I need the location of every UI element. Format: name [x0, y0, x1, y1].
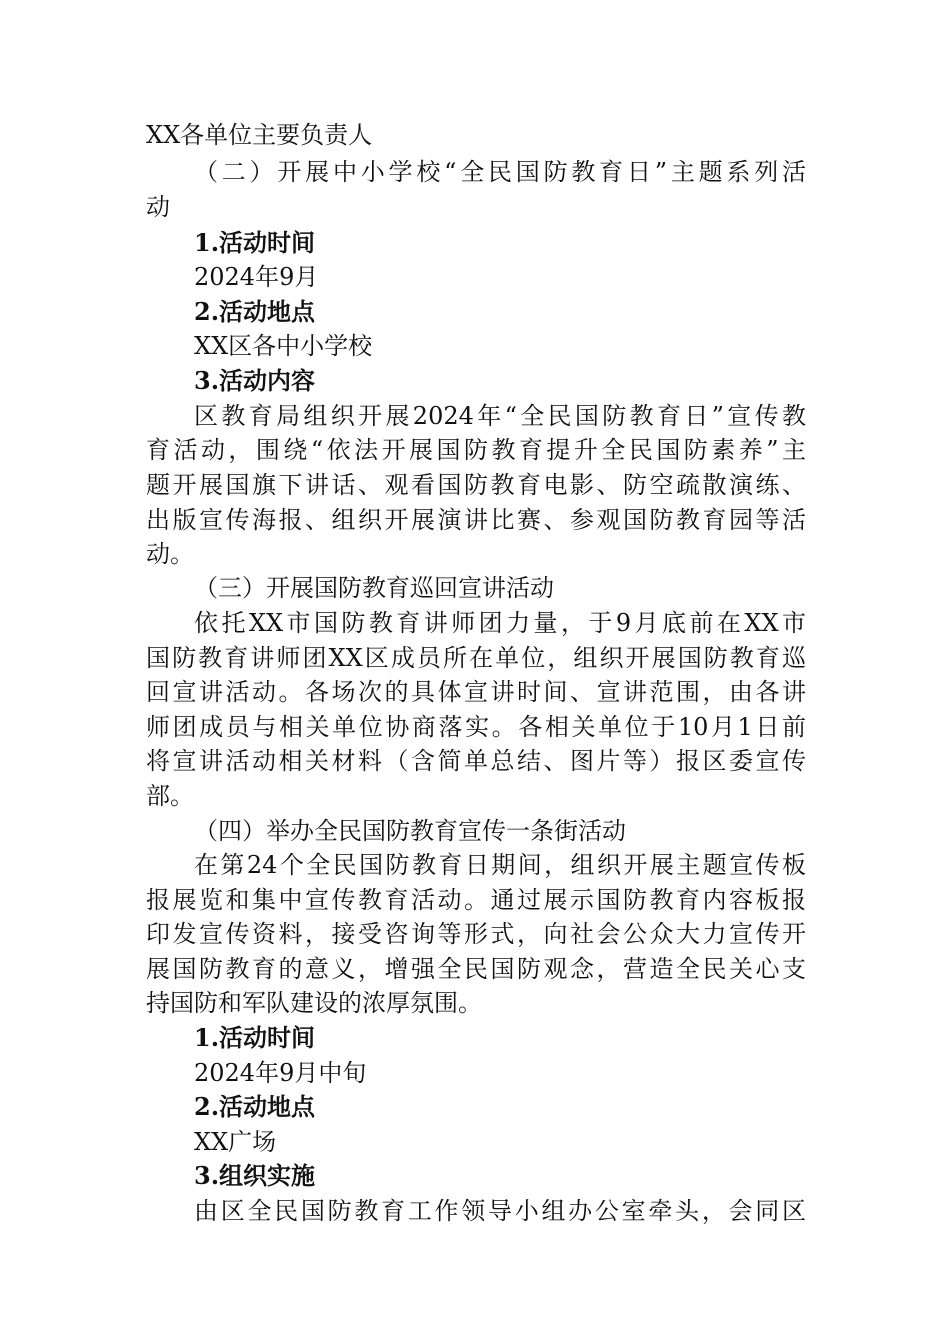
text-line: 回宣讲活动。各场次的具体宣讲时间、宣讲范围，由各讲	[146, 678, 806, 706]
text-line: 印发宣传资料，接受咨询等形式，向社会公众大力宣传开	[146, 920, 806, 948]
text-line: 师团成员与相关单位协商落实。各相关单位于10月1日前	[146, 713, 806, 741]
subheading: 2.活动地点	[194, 297, 316, 326]
text-line: 2024年9月中旬	[194, 1059, 367, 1087]
text-line: 展国防教育的意义，增强全民国防观念，营造全民关心支	[146, 955, 806, 983]
subheading: 1.活动时间	[194, 1023, 316, 1052]
text-line: 在第24个全民国防教育日期间，组织开展主题宣传板	[194, 851, 806, 879]
text-line: 由区全民国防教育工作领导小组办公室牵头，会同区	[194, 1197, 806, 1225]
text-line: 动	[146, 193, 170, 221]
subheading: 2.活动地点	[194, 1092, 316, 1121]
subheading: 3.活动内容	[194, 366, 316, 395]
text-line: 报展览和集中宣传教育活动。通过展示国防教育内容板报	[146, 886, 806, 914]
text-line: XX广场	[194, 1128, 277, 1156]
text-line: 国防教育讲师团XX区成员所在单位，组织开展国防教育巡	[146, 644, 806, 672]
text-line: 2024年9月	[194, 263, 319, 291]
section-heading-2: （二）开展中小学校“全民国防教育日”主题系列活	[194, 158, 806, 186]
text-line: 部。	[146, 782, 194, 810]
subheading: 1.活动时间	[194, 228, 316, 257]
text-line: XX区各中小学校	[194, 332, 373, 360]
text-line: 依托XX市国防教育讲师团力量，于9月底前在XX市	[194, 609, 806, 637]
text-line: 动。	[146, 540, 194, 568]
text-line: 题开展国旗下讲话、观看国防教育电影、防空疏散演练、	[146, 471, 806, 499]
section-heading-3: （三）开展国防教育巡回宣讲活动	[194, 574, 554, 602]
section-heading-4: （四）举办全民国防教育宣传一条街活动	[194, 817, 626, 845]
text-line: 将宣讲活动相关材料（含简单总结、图片等）报区委宣传	[146, 747, 806, 775]
text-line: 出版宣传海报、组织开展演讲比赛、参观国防教育园等活	[146, 506, 806, 534]
text-line: 区教育局组织开展2024年“全民国防教育日”宣传教	[194, 402, 806, 430]
text-line: XX各单位主要负责人	[146, 121, 373, 149]
text-line: 育活动，围绕“依法开展国防教育提升全民国防素养”主	[146, 436, 806, 464]
subheading: 3.组织实施	[194, 1161, 316, 1190]
text-line: 持国防和军队建设的浓厚氛围。	[146, 989, 482, 1017]
